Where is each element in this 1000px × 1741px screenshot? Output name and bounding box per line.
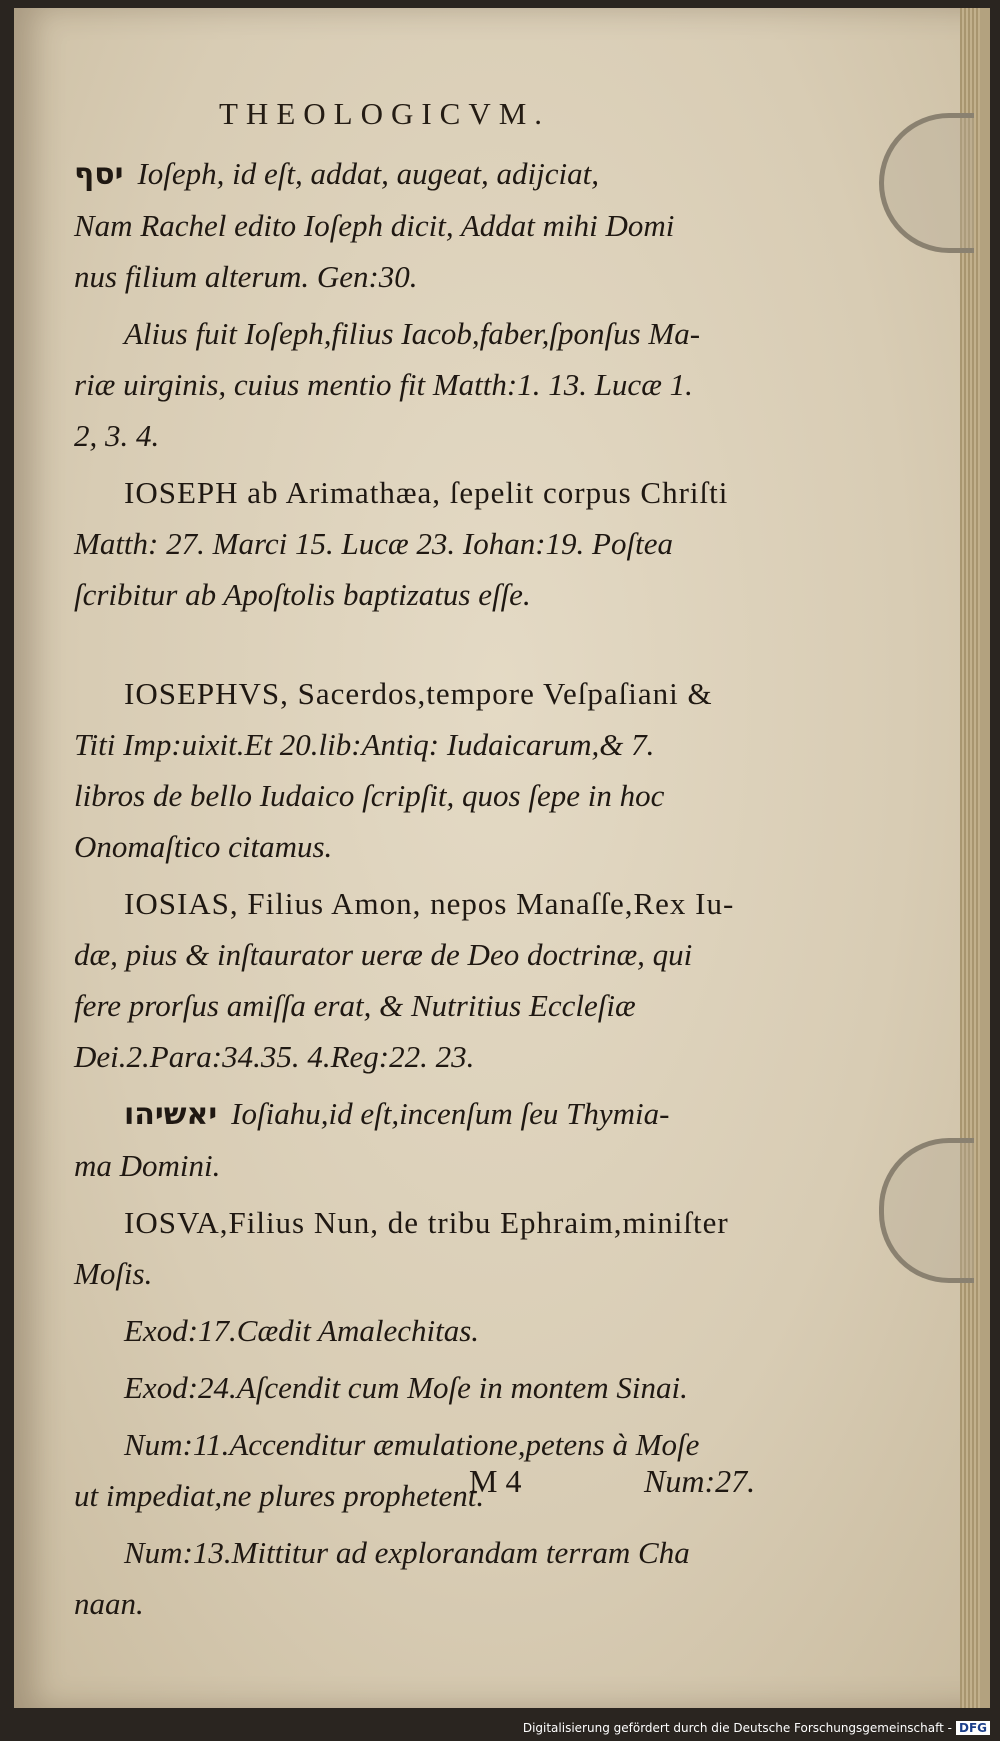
book-page bbox=[14, 8, 990, 1708]
text-line: Dei.2.Para:34.35. 4.Reg:22. 23. bbox=[74, 1039, 475, 1074]
signature-mark: M 4 bbox=[469, 1463, 522, 1499]
text-line: ma Domini. bbox=[74, 1148, 221, 1183]
text-line: Exod:24.Aſcendit cum Moſe in montem Sinai. bbox=[124, 1370, 688, 1405]
entry-iosva bbox=[74, 1197, 804, 1299]
hebrew-word: יאשיהו bbox=[124, 1097, 218, 1132]
text-line: IOSIAS, Filius Amon, nepos Manaſſe,Rex Iu- bbox=[124, 886, 735, 921]
page-clip-bottom bbox=[879, 1138, 974, 1283]
text-line: Ioſiahu,id eſt,incenſum ſeu Thymia- bbox=[231, 1096, 670, 1131]
text-line: ſcribitur ab Apoſtolis baptizatus eſſe. bbox=[74, 577, 531, 612]
entry-iosias bbox=[74, 878, 804, 1082]
text-line: riæ uirginis, cuius mentio fit Matth:1. 13. Lucæ 1. bbox=[74, 367, 693, 402]
text-line: Num:13.Mittitur ad explorandam terram Cha bbox=[124, 1535, 690, 1570]
text-line: fere prorſus amiſſa erat, & Nutritius Eccleſiæ bbox=[74, 988, 636, 1023]
entry-iosiahu-hebrew bbox=[74, 1088, 804, 1191]
text-line: Exod:17.Cædit Amalechitas. bbox=[124, 1313, 480, 1348]
text-line: 2, 3. 4. bbox=[74, 418, 160, 453]
text-line: libros de bello Iudaico ſcripſit, quos ſepe in hoc bbox=[74, 778, 665, 813]
entry-exod-24 bbox=[74, 1362, 804, 1413]
body-text bbox=[74, 148, 804, 1635]
entry-ioseph-arimathaea bbox=[74, 467, 804, 620]
digitization-credit bbox=[523, 1721, 990, 1735]
text-line: Ioſeph, id eſt, addat, augeat, adijciat, bbox=[137, 156, 599, 191]
entry-exod-17 bbox=[74, 1305, 804, 1356]
text-line: dæ, pius & inſtaurator ueræ de Deo doctrinæ, qui bbox=[74, 937, 693, 972]
text-line: Nam Rachel edito Ioſeph dicit, Addat mihi Domi bbox=[74, 208, 675, 243]
text-line: ut impediat,ne plures prophetent. bbox=[74, 1478, 485, 1513]
entry-alius-ioseph bbox=[74, 308, 804, 461]
page-edge bbox=[960, 8, 980, 1708]
dfg-logo: DFG bbox=[956, 1721, 990, 1735]
credit-text: Digitalisierung gefördert durch die Deutsche Forschungsgemeinschaft - bbox=[522, 1721, 952, 1735]
catchword: Num:27. bbox=[644, 1463, 756, 1499]
text-line: Alius fuit Ioſeph,filius Iacob,faber,ſponſus Ma- bbox=[124, 316, 701, 351]
text-line: IOSVA,Filius Nun, de tribu Ephraim,miniſter bbox=[124, 1205, 729, 1240]
text-line: IOSEPHVS, Sacerdos,tempore Veſpaſiani & bbox=[124, 676, 713, 711]
hebrew-word: יסף bbox=[74, 157, 124, 192]
text-line: Matth: 27. Marci 15. Lucæ 23. Iohan:19. Poſtea bbox=[74, 526, 673, 561]
running-head: THEOLOGICVM. bbox=[219, 96, 551, 131]
entry-num-13 bbox=[74, 1527, 804, 1629]
text-line: Num:11.Accenditur æmulatione,petens à Moſe bbox=[124, 1427, 700, 1462]
text-line: nus filium alterum. Gen:30. bbox=[74, 259, 418, 294]
text-line: IOSEPH ab Arimathæa, ſepelit corpus Chriſti bbox=[124, 475, 729, 510]
page-clip-top bbox=[879, 113, 974, 253]
text-line: naan. bbox=[74, 1586, 144, 1621]
entry-ioseph-hebrew bbox=[74, 148, 804, 302]
text-line: Onomaſtico citamus. bbox=[74, 829, 333, 864]
text-line: Titi Imp:uixit.Et 20.lib:Antiq: Iudaicarum,& 7. bbox=[74, 727, 655, 762]
text-line: Moſis. bbox=[74, 1256, 153, 1291]
entry-iosephus bbox=[74, 668, 804, 872]
